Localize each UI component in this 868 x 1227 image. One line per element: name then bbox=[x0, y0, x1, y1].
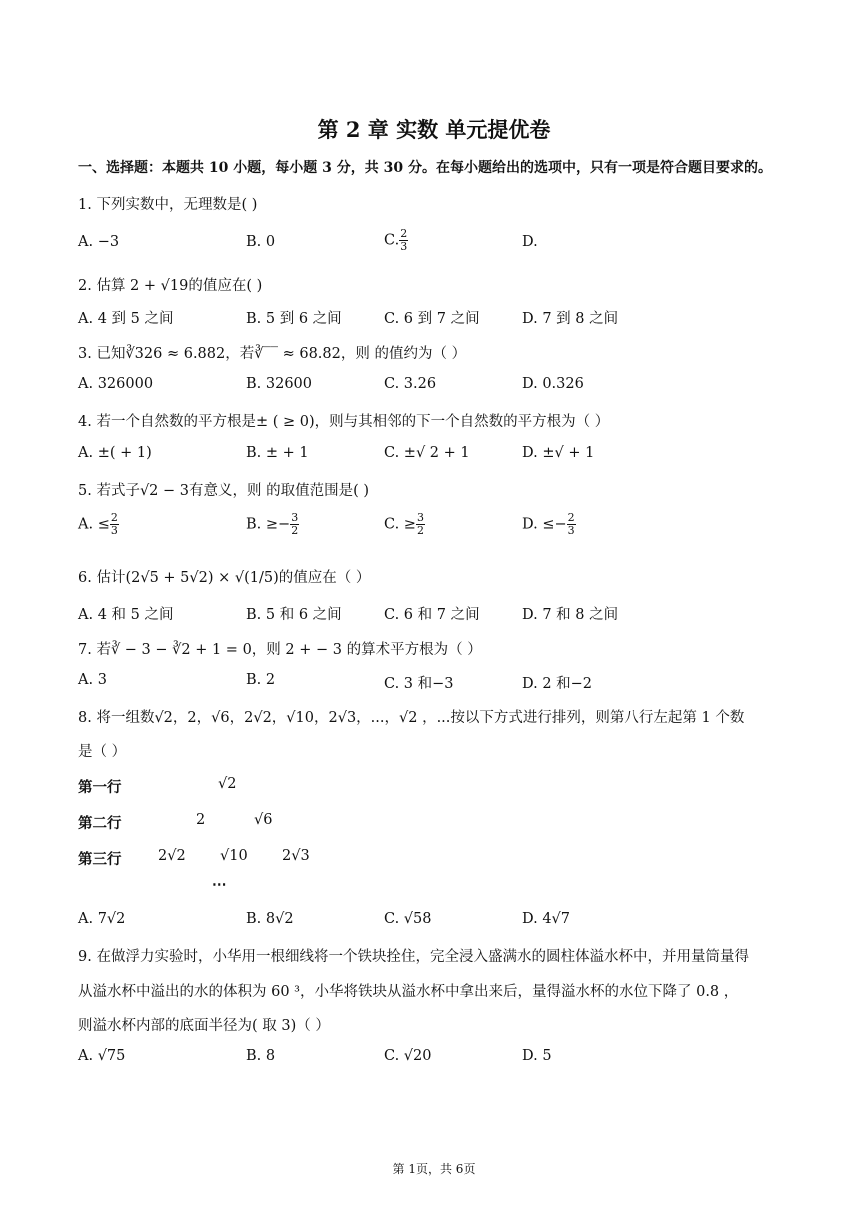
q5-d-label: D. ≤− bbox=[522, 516, 567, 533]
question-2-stem: 2. 估算 2 + √19的值应在( ) bbox=[78, 278, 263, 294]
q4-option-d: D. ±√ + 1 bbox=[522, 445, 595, 461]
q1-option-a: A. −3 bbox=[78, 234, 120, 250]
q8-option-b: B. 8√2 bbox=[246, 911, 294, 927]
q7-option-d: D. 2 和−2 bbox=[522, 676, 593, 692]
row-2-cell: 2 bbox=[196, 812, 206, 828]
q5-d-fraction bbox=[567, 512, 576, 537]
q5-c-label: C. ≥ bbox=[384, 516, 416, 533]
row-3-cell: √10 bbox=[220, 848, 248, 864]
q5-b-fraction bbox=[290, 512, 299, 537]
q5-option-c bbox=[384, 512, 425, 537]
row-1-label: 第一行 bbox=[78, 779, 122, 796]
q5-c-fraction bbox=[416, 512, 425, 537]
q5-a-label: A. ≤ bbox=[78, 516, 110, 533]
frac-den: 3 bbox=[400, 240, 408, 253]
q8-option-a: A. 7√2 bbox=[78, 911, 126, 927]
row-ellipsis: ⋯ bbox=[212, 876, 227, 893]
question-9-stem-cont: 从溢水杯中溢出的水的体积为 60 ³，小华将铁块从溢水杯中拿出来后，量得溢水杯的水位下降了 0.8 ， bbox=[78, 984, 739, 1000]
q7-option-c: C. 3 和−3 bbox=[384, 676, 454, 692]
frac-den: 2 bbox=[291, 524, 299, 537]
q2-option-a: A. 4 到 5 之间 bbox=[78, 311, 174, 327]
frac-den: 2 bbox=[416, 524, 424, 537]
page-title: 第 2 章 实数 单元提优卷 bbox=[317, 117, 551, 142]
q2-option-c: C. 6 到 7 之间 bbox=[384, 311, 480, 327]
row-3-label: 第三行 bbox=[78, 851, 122, 868]
q7-option-a: A. 3 bbox=[78, 672, 107, 688]
question-9-stem-cont2: 则溢水杯内部的底面半径为( 取 3)（ ） bbox=[78, 1018, 330, 1034]
q4-option-b: B. ± + 1 bbox=[246, 445, 309, 461]
question-4-stem: 4. 若一个自然数的平方根是± ( ≥ 0)，则与其相邻的下一个自然数的平方根为（ ） bbox=[78, 414, 610, 430]
q9-option-c: C. √20 bbox=[384, 1048, 432, 1064]
q9-option-b: B. 8 bbox=[246, 1048, 276, 1064]
q1-option-c-fraction bbox=[399, 228, 408, 253]
q6-option-c: C. 6 和 7 之间 bbox=[384, 607, 480, 623]
question-3-stem: 3. 已知∛326 ≈ 6.882，若∛‾‾ ≈ 68.82，则 的值约为（ ） bbox=[78, 346, 467, 362]
question-8-stem-cont: 是（ ） bbox=[78, 744, 127, 760]
question-5-stem: 5. 若式子√2 − 3有意义，则 的取值范围是( ) bbox=[78, 483, 370, 499]
question-8-stem: 8. 将一组数√2，2，√6，2√2，√10，2√3，...，√2 ，...按以下方式进行排列，则第八行左起第 1 个数 bbox=[78, 710, 745, 726]
q7-option-b: B. 2 bbox=[246, 672, 276, 688]
q9-option-d: D. 5 bbox=[522, 1048, 552, 1064]
q5-option-d bbox=[522, 512, 576, 537]
row-3-cell: 2√2 bbox=[158, 848, 186, 864]
q2-option-b: B. 5 到 6 之间 bbox=[246, 311, 342, 327]
section-instructions: 一、选择题：本题共 10 小题，每小题 3 分，共 30 分。在每小题给出的选项中，只有一项是符合题目要求的。 bbox=[78, 160, 772, 176]
row-3-cell: 2√3 bbox=[282, 848, 310, 864]
q6-option-d: D. 7 和 8 之间 bbox=[522, 607, 619, 623]
q5-option-a bbox=[78, 512, 119, 537]
frac-num: 2 bbox=[110, 511, 118, 524]
row-1-cell: √2 bbox=[218, 776, 237, 792]
q3-option-c: C. 3.26 bbox=[384, 376, 437, 392]
q9-option-a: A. √75 bbox=[78, 1048, 126, 1064]
q3-option-a: A. 326000 bbox=[78, 376, 154, 392]
question-9-stem: 9. 在做浮力实验时，小华用一根细线将一个铁块拴住，完全浸入盛满水的圆柱体溢水杯中，并用量筒量得 bbox=[78, 949, 749, 965]
q1-option-d: D. bbox=[522, 234, 538, 250]
row-2-cell: √6 bbox=[254, 812, 273, 828]
q6-option-a: A. 4 和 5 之间 bbox=[78, 607, 174, 623]
question-6-stem: 6. 估计(2√5 + 5√2) × √(1/5)的值应在（ ） bbox=[78, 570, 371, 586]
question-7-stem: 7. 若∛ − 3 − ∛2 + 1 = 0，则 2 + − 3 的算术平方根为（ ） bbox=[78, 642, 482, 658]
q3-option-b: B. 32600 bbox=[246, 376, 313, 392]
q1-option-b: B. 0 bbox=[246, 234, 276, 250]
q1-option-c-label: C. bbox=[384, 232, 400, 249]
q5-b-label: B. ≥− bbox=[246, 516, 291, 533]
frac-num: 3 bbox=[416, 511, 424, 524]
q8-option-c: C. √58 bbox=[384, 911, 432, 927]
frac-num: 3 bbox=[291, 511, 299, 524]
frac-den: 3 bbox=[110, 524, 118, 537]
frac-num: 2 bbox=[567, 511, 575, 524]
frac-den: 3 bbox=[567, 524, 575, 537]
question-1-stem: 1. 下列实数中，无理数是( ) bbox=[78, 197, 258, 213]
q5-a-fraction bbox=[110, 512, 119, 537]
page-footer: 第 1页，共 6页 bbox=[392, 1162, 476, 1176]
q4-option-a: A. ±( + 1) bbox=[78, 445, 152, 461]
row-2-label: 第二行 bbox=[78, 815, 122, 832]
q1-option-c bbox=[384, 228, 408, 253]
q3-option-d: D. 0.326 bbox=[522, 376, 584, 392]
q8-option-d: D. 4√7 bbox=[522, 911, 571, 927]
frac-num: 2 bbox=[400, 227, 408, 240]
q2-option-d: D. 7 到 8 之间 bbox=[522, 311, 619, 327]
q5-option-b bbox=[246, 512, 299, 537]
q6-option-b: B. 5 和 6 之间 bbox=[246, 607, 342, 623]
q4-option-c: C. ±√ 2 + 1 bbox=[384, 445, 470, 461]
